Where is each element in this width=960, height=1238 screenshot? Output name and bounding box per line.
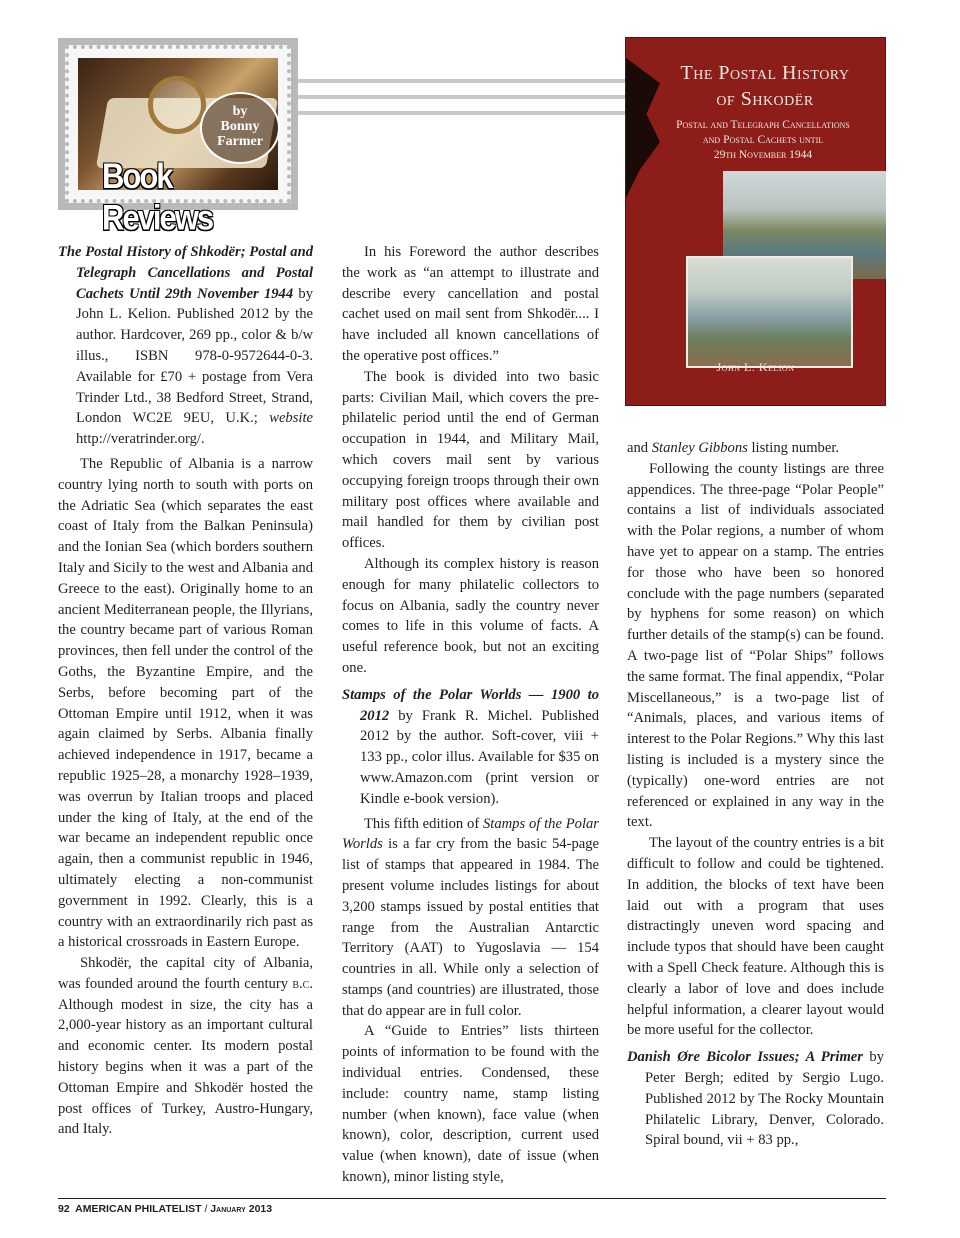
review-heading-shkoder: The Postal History of Shkodër; Postal and Telegraph Cancellations and Postal Cachets Until 29th November 1944 by John L. Kelion. Published 2012 by the author. Hardcover, 269 pp., color & b/w illus., ISBN 978-0-9572644-0-3. Available for £70 + postage from Vera Trinder Ltd., 38 Bedford Street, Strand, London WC2E 9EU, U.K.; website http://veratrinder.org/. xyxy=(58,244,313,448)
paragraph: Although its complex history is reason enough for many philatelic collectors to focus on Albania, sadly the country never comes to life in this volume of facts. A useful reference book, but not an exciting one. xyxy=(342,555,599,676)
magnifying-glass-icon xyxy=(148,76,206,134)
column-1 xyxy=(58,242,313,1140)
paragraph: The Republic of Albania is a narrow country lying north to south with ports on the Adriatic Sea (which separates the east coast of Italy from the Balkan Peninsula) and the Ionian Sea (which borders southern Italy and Sicily to the west and Albania and Greece to the east). Originally home to an ancient Mediterranean people, the Illyrians, the country became part of various Roman provinces, then fell under the control of the Goths, the Byzantine Empire, and the Serbs, before becoming part of the Ottoman Empire until 1912, when it was again claimed by Serbs. Albania finally achieved independence in 1917, became a republic 1925–28, a monarchy 1928–1939, was overrun by Italian troops and placed under the king of Italy, at the end of the war became an independent republic once again, then a communist republic in 1946, ultimately electing a non-communist government in 1992. Clearly, this is a country with an extraordinarily rich past as a historical crossroads in Eastern Europe. xyxy=(58,455,313,951)
paragraph: A “Guide to Entries” lists thirteen points of information to be found with the individual entries. Condensed, these include: country name, stamp listing number (when known), face value (when known), color, description, current used value (when known), date of issue (when known), minor listing style, xyxy=(342,1023,599,1186)
issue-date: January 2013 xyxy=(210,1203,273,1215)
paragraph: and Stanley Gibbons listing number. xyxy=(627,440,840,456)
cover-title: The Postal History of Shkodër xyxy=(680,62,850,110)
column-3 xyxy=(627,438,884,1151)
cover-subtitle: Postal and Telegraph Cancellations and Postal Cachets until 29th November 1944 xyxy=(676,119,850,161)
byline-badge: by Bonny Farmer xyxy=(200,92,280,164)
review-heading-polar-worlds: Stamps of the Polar Worlds — 1900 to 2012 by Frank R. Michel. Published 2012 by the author. Soft-cover, viii + 133 pp., color illus. Available for $35 on www.Amazon.com (print version or Kindle e-book version). xyxy=(342,686,599,807)
section-title: Book Reviews xyxy=(102,156,213,238)
magazine-name: AMERICAN PHILATELIST xyxy=(75,1203,202,1215)
paragraph: The book is divided into two basic parts: Civilian Mail, which covers the pre-philatelic period until the end of German occupation in 1944, and Military Mail, which covers mail sent by various occupying foreign troops through their own military post offices where available and mail handled for them by civilian post offices. xyxy=(342,368,599,552)
book-reviews-stamp-logo xyxy=(58,38,298,238)
cover-photo-bottom xyxy=(688,258,851,366)
paragraph: In his Foreword the author describes the work as “an attempt to illustrate and describe every cancellation and postal cachet used on mail sent from Shkodër.... I have included all known cancellations of the operative post offices.” xyxy=(342,244,599,364)
footer-rule xyxy=(58,1198,886,1199)
header-rule-3 xyxy=(298,111,626,115)
paragraph: The layout of the country entries is a bit difficult to follow and could be tightened. In addition, the blocks of text have been laid out with a program that uses distractingly uneven word spacing and include typos that should have been caught with a Spell Check feature. Although this is clearly a labor of love and does include helpful information, a clearer layout would be more useful for the collector. xyxy=(627,835,884,1039)
paragraph: Shkodër, the capital city of Albania, was founded around the fourth century b.c. Although modest in size, the city has a 2,000-year history as an important cultural and economic center. Its modern postal history begins when it was a part of the Ottoman Empire and Shkodër hosted the post offices of Turkey, Austro-Hungary, and Italy. xyxy=(58,955,313,1138)
column-2 xyxy=(342,242,599,1188)
paragraph: Following the county listings are three appendices. The three-page “Polar People” contains a list of individuals associated with the Polar regions, a number of whom have yet to appear on a stamp. The entries for those who have been so honored conclude with the page numbers (separated by hyphens for some reason) on which further details of the stamp(s) can be found. A two-page list of “Polar Ships” follows the same format. The final appendix, “Polar Miscellaneous,” is a two-page list of “Animals, places, and various items of interest to the Polar Regions.” Why this last listing is included is a mystery since the (typically) one-word entries are not referenced or explained in any way in the text. xyxy=(627,460,884,831)
review-heading-danish-ore: Danish Øre Bicolor Issues; A Primer by Peter Bergh; edited by Sergio Lugo. Published 2012 by The Rocky Mountain Philatelic Library, Denver, Colorado. Spiral bound, vii + 83 pp., xyxy=(627,1049,884,1149)
paragraph: This fifth edition of Stamps of the Polar Worlds is a far cry from the basic 54-page list of stamps that appeared in 1984. The present volume includes listings for about 3,200 stamps issued by postal entities that range from the Australian Antarctic Territory (AAT) to Yugoslavia — 154 countries in all. While only a selection of stamps (and countries) are illustrated, those that do appear are in full color. xyxy=(342,815,599,1019)
header-rule-2 xyxy=(298,95,626,99)
page-footer: 92 AMERICAN PHILATELIST / January 2013 xyxy=(58,1203,273,1215)
page-number: 92 xyxy=(58,1203,70,1215)
book-cover-image xyxy=(626,38,885,405)
cover-author: John L. Kelion xyxy=(716,360,795,374)
header-rule-1 xyxy=(298,79,626,83)
stamp-image xyxy=(78,58,278,238)
